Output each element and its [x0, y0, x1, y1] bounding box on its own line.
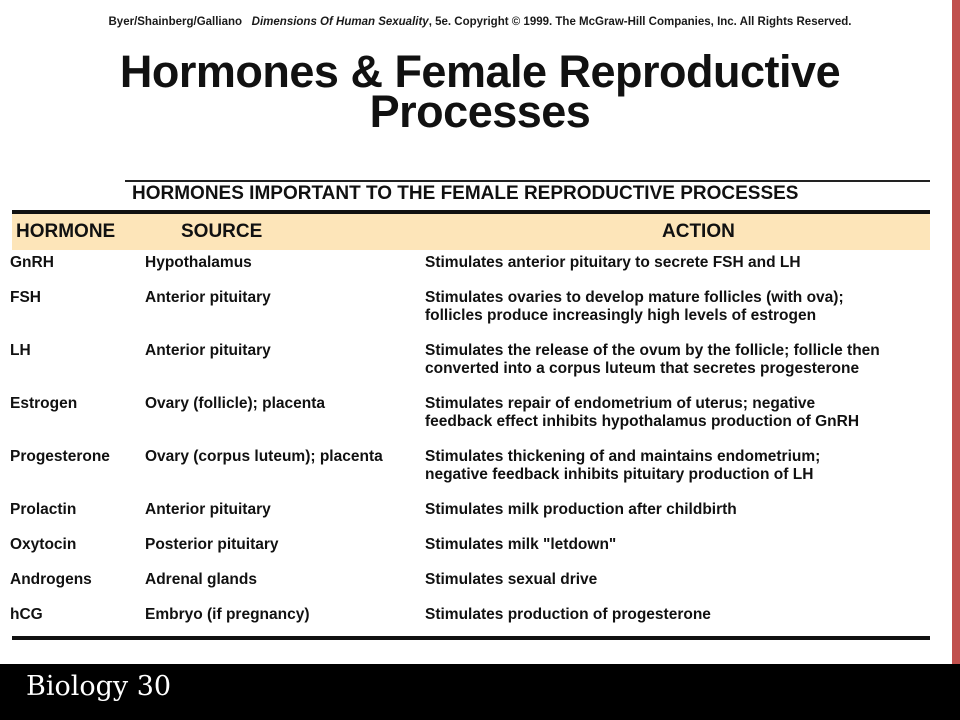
cell-action-line: Stimulates thickening of and maintains endometrium; [425, 448, 821, 465]
cell-hormone: LH [10, 342, 31, 359]
cell-action-line: Stimulates milk production after childbirth [425, 501, 737, 518]
cell-source: Anterior pituitary [145, 342, 271, 359]
cell-action-line: Stimulates sexual drive [425, 571, 598, 588]
cell-action-line: converted into a corpus luteum that secretes progesterone [425, 360, 860, 377]
slide-title [0, 46, 960, 137]
cell-hormone: Progesterone [10, 448, 110, 465]
footer-label: Biology 30 [26, 671, 172, 702]
cell-action-line: negative feedback inhibits pituitary production of LH [425, 466, 814, 483]
cell-action [425, 342, 950, 378]
header-source: SOURCE [181, 221, 263, 242]
cell-action [425, 606, 950, 624]
credit-book: Dimensions Of Human Sexuality [251, 16, 429, 28]
credit-rest: , 5e. Copyright © 1999. The McGraw-Hill Companies, Inc. All Rights Reserved. [428, 16, 852, 28]
copyright-credit [0, 16, 960, 28]
cell-action [425, 501, 950, 519]
cell-source: Adrenal glands [145, 571, 257, 588]
cell-action [425, 254, 950, 272]
cell-action [425, 448, 950, 484]
cell-hormone: hCG [10, 606, 43, 623]
cell-action-line: Stimulates production of progesterone [425, 606, 711, 623]
table-title-rule [125, 180, 930, 182]
cell-hormone: FSH [10, 289, 41, 306]
cell-hormone: Androgens [10, 571, 92, 588]
credit-authors: Byer/Shainberg/Galliano [108, 16, 243, 28]
cell-hormone: Oxytocin [10, 536, 77, 553]
cell-source: Anterior pituitary [145, 289, 271, 306]
cell-action-line: Stimulates repair of endometrium of uterus; negative [425, 395, 816, 412]
slide-title-line2: Processes [369, 86, 591, 137]
cell-action [425, 395, 950, 431]
header-action: ACTION [662, 221, 735, 242]
cell-source: Ovary (corpus luteum); placenta [145, 448, 383, 465]
cell-hormone: Prolactin [10, 501, 77, 518]
header-hormone: HORMONE [16, 221, 116, 242]
cell-source: Ovary (follicle); placenta [145, 395, 326, 412]
cell-action [425, 536, 950, 554]
table-title: HORMONES IMPORTANT TO THE FEMALE REPRODUCTIVE PROCESSES [132, 183, 799, 204]
cell-hormone: GnRH [10, 254, 54, 271]
table-header-band [12, 214, 930, 250]
slide-title-line1: Hormones & Female Reproductive [119, 46, 841, 97]
table-bottom-rule [12, 636, 930, 640]
cell-source: Posterior pituitary [145, 536, 279, 553]
cell-action [425, 571, 950, 589]
cell-source: Hypothalamus [145, 254, 252, 271]
cell-action-line: Stimulates the release of the ovum by the follicle; follicle then [425, 342, 880, 359]
cell-source: Embryo (if pregnancy) [145, 606, 310, 623]
cell-action-line: follicles produce increasingly high levels of estrogen [425, 307, 817, 324]
cell-action-line: feedback effect inhibits hypothalamus production of GnRH [425, 413, 860, 430]
cell-action-line: Stimulates ovaries to develop mature follicles (with ova); [425, 289, 844, 306]
cell-action-line: Stimulates milk "letdown" [425, 536, 617, 553]
cell-action-line: Stimulates anterior pituitary to secrete FSH and LH [425, 254, 801, 271]
cell-hormone: Estrogen [10, 395, 78, 412]
cell-action [425, 289, 950, 325]
cell-source: Anterior pituitary [145, 501, 271, 518]
